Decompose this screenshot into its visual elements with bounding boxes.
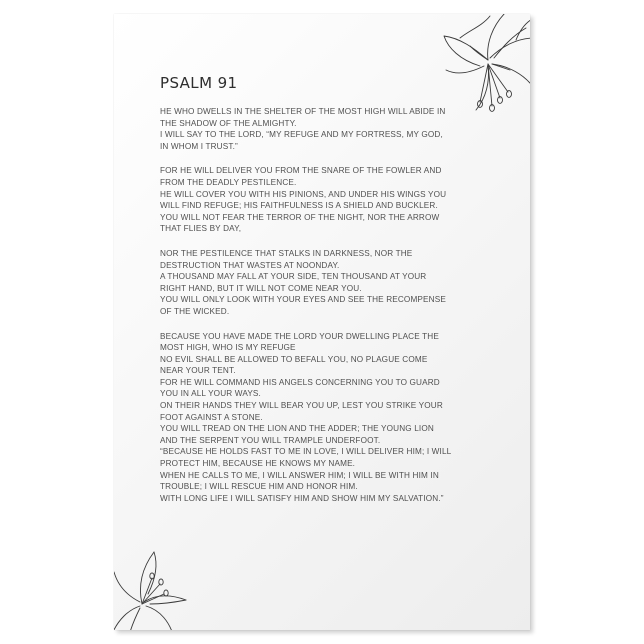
verse-line: YOU WILL ONLY LOOK WITH YOUR EYES AND SEE THE RECOMPENSE: [160, 295, 446, 305]
verse-line: “BECAUSE HE HOLDS FAST TO ME IN LOVE, I WILL DELIVER HIM; I WILL: [160, 447, 452, 457]
verse-line: OF THE WICKED.: [160, 306, 230, 316]
verse-line: YOU IN ALL YOUR WAYS.: [160, 389, 261, 399]
verse-line: FROM THE DEADLY PESTILENCE.: [160, 177, 297, 187]
verse-line: WHEN HE CALLS TO ME, I WILL ANSWER HIM; I WILL BE WITH HIM IN: [160, 470, 439, 480]
verse-line: AND THE SERPENT YOU WILL TRAMPLE UNDERFOOT.: [160, 435, 381, 445]
verse-line: RIGHT HAND, BUT IT WILL NOT COME NEAR YOU.: [160, 283, 362, 293]
verse-line: DESTRUCTION THAT WASTES AT NOONDAY.: [160, 260, 340, 270]
lily-line-art-bottom-left: [114, 544, 200, 630]
verse-line: FOOT AGAINST A STONE.: [160, 412, 263, 422]
verse-line: WILL FIND REFUGE; HIS FAITHFULNESS IS A SHIELD AND BUCKLER.: [160, 201, 438, 211]
verse-line: YOU WILL TREAD ON THE LION AND THE ADDER; THE YOUNG LION: [160, 424, 434, 434]
verse-line: BECAUSE YOU HAVE MADE THE LORD YOUR DWELLING PLACE THE: [160, 331, 439, 341]
verse-line: FOR HE WILL COMMAND HIS ANGELS CONCERNING YOU TO GUARD: [160, 377, 440, 387]
verse-line: THE SHADOW OF THE ALMIGHTY.: [160, 118, 297, 128]
verse-line: HE WILL COVER YOU WITH HIS PINIONS, AND UNDER HIS WINGS YOU: [160, 189, 447, 199]
psalm-poster: [114, 14, 530, 630]
verse-line: NO EVIL SHALL BE ALLOWED TO BEFALL YOU, NO PLAGUE COME: [160, 354, 428, 364]
verse-line: FOR HE WILL DELIVER YOU FROM THE SNARE OF THE FOWLER AND: [160, 166, 442, 176]
verse-line: MOST HIGH, WHO IS MY REFUGE: [160, 343, 296, 353]
verse-line: NOR THE PESTILENCE THAT STALKS IN DARKNESS, NOR THE: [160, 248, 413, 258]
verse-line: TROUBLE; I WILL RESCUE HIM AND HONOR HIM.: [160, 482, 358, 492]
verse-line: HE WHO DWELLS IN THE SHELTER OF THE MOST HIGH WILL ABIDE IN: [160, 107, 446, 116]
verse-line: I WILL SAY TO THE LORD, “MY REFUGE AND MY FORTRESS, MY GOD,: [160, 130, 443, 140]
stanza-2: [160, 165, 500, 235]
verse-line: IN WHOM I TRUST.”: [160, 141, 238, 151]
verse-line: NEAR YOUR TENT.: [160, 366, 236, 376]
stanza-4: [160, 331, 500, 505]
verse-line: YOU WILL NOT FEAR THE TERROR OF THE NIGHT, NOR THE ARROW: [160, 212, 440, 222]
verse-line: PROTECT HIM, BECAUSE HE KNOWS MY NAME.: [160, 459, 356, 469]
stanza-1: [160, 106, 500, 152]
verse-line: ON THEIR HANDS THEY WILL BEAR YOU UP, LEST YOU STRIKE YOUR: [160, 401, 443, 411]
stanza-3: [160, 248, 500, 318]
verse-line: THAT FLIES BY DAY,: [160, 224, 242, 234]
page-title: PSALM 91: [160, 74, 238, 92]
psalm-text-block: [160, 74, 500, 517]
verse-line: WITH LONG LIFE I WILL SATISFY HIM AND SHOW HIM MY SALVATION.”: [160, 493, 444, 503]
verse-line: A THOUSAND MAY FALL AT YOUR SIDE, TEN THOUSAND AT YOUR: [160, 272, 427, 282]
